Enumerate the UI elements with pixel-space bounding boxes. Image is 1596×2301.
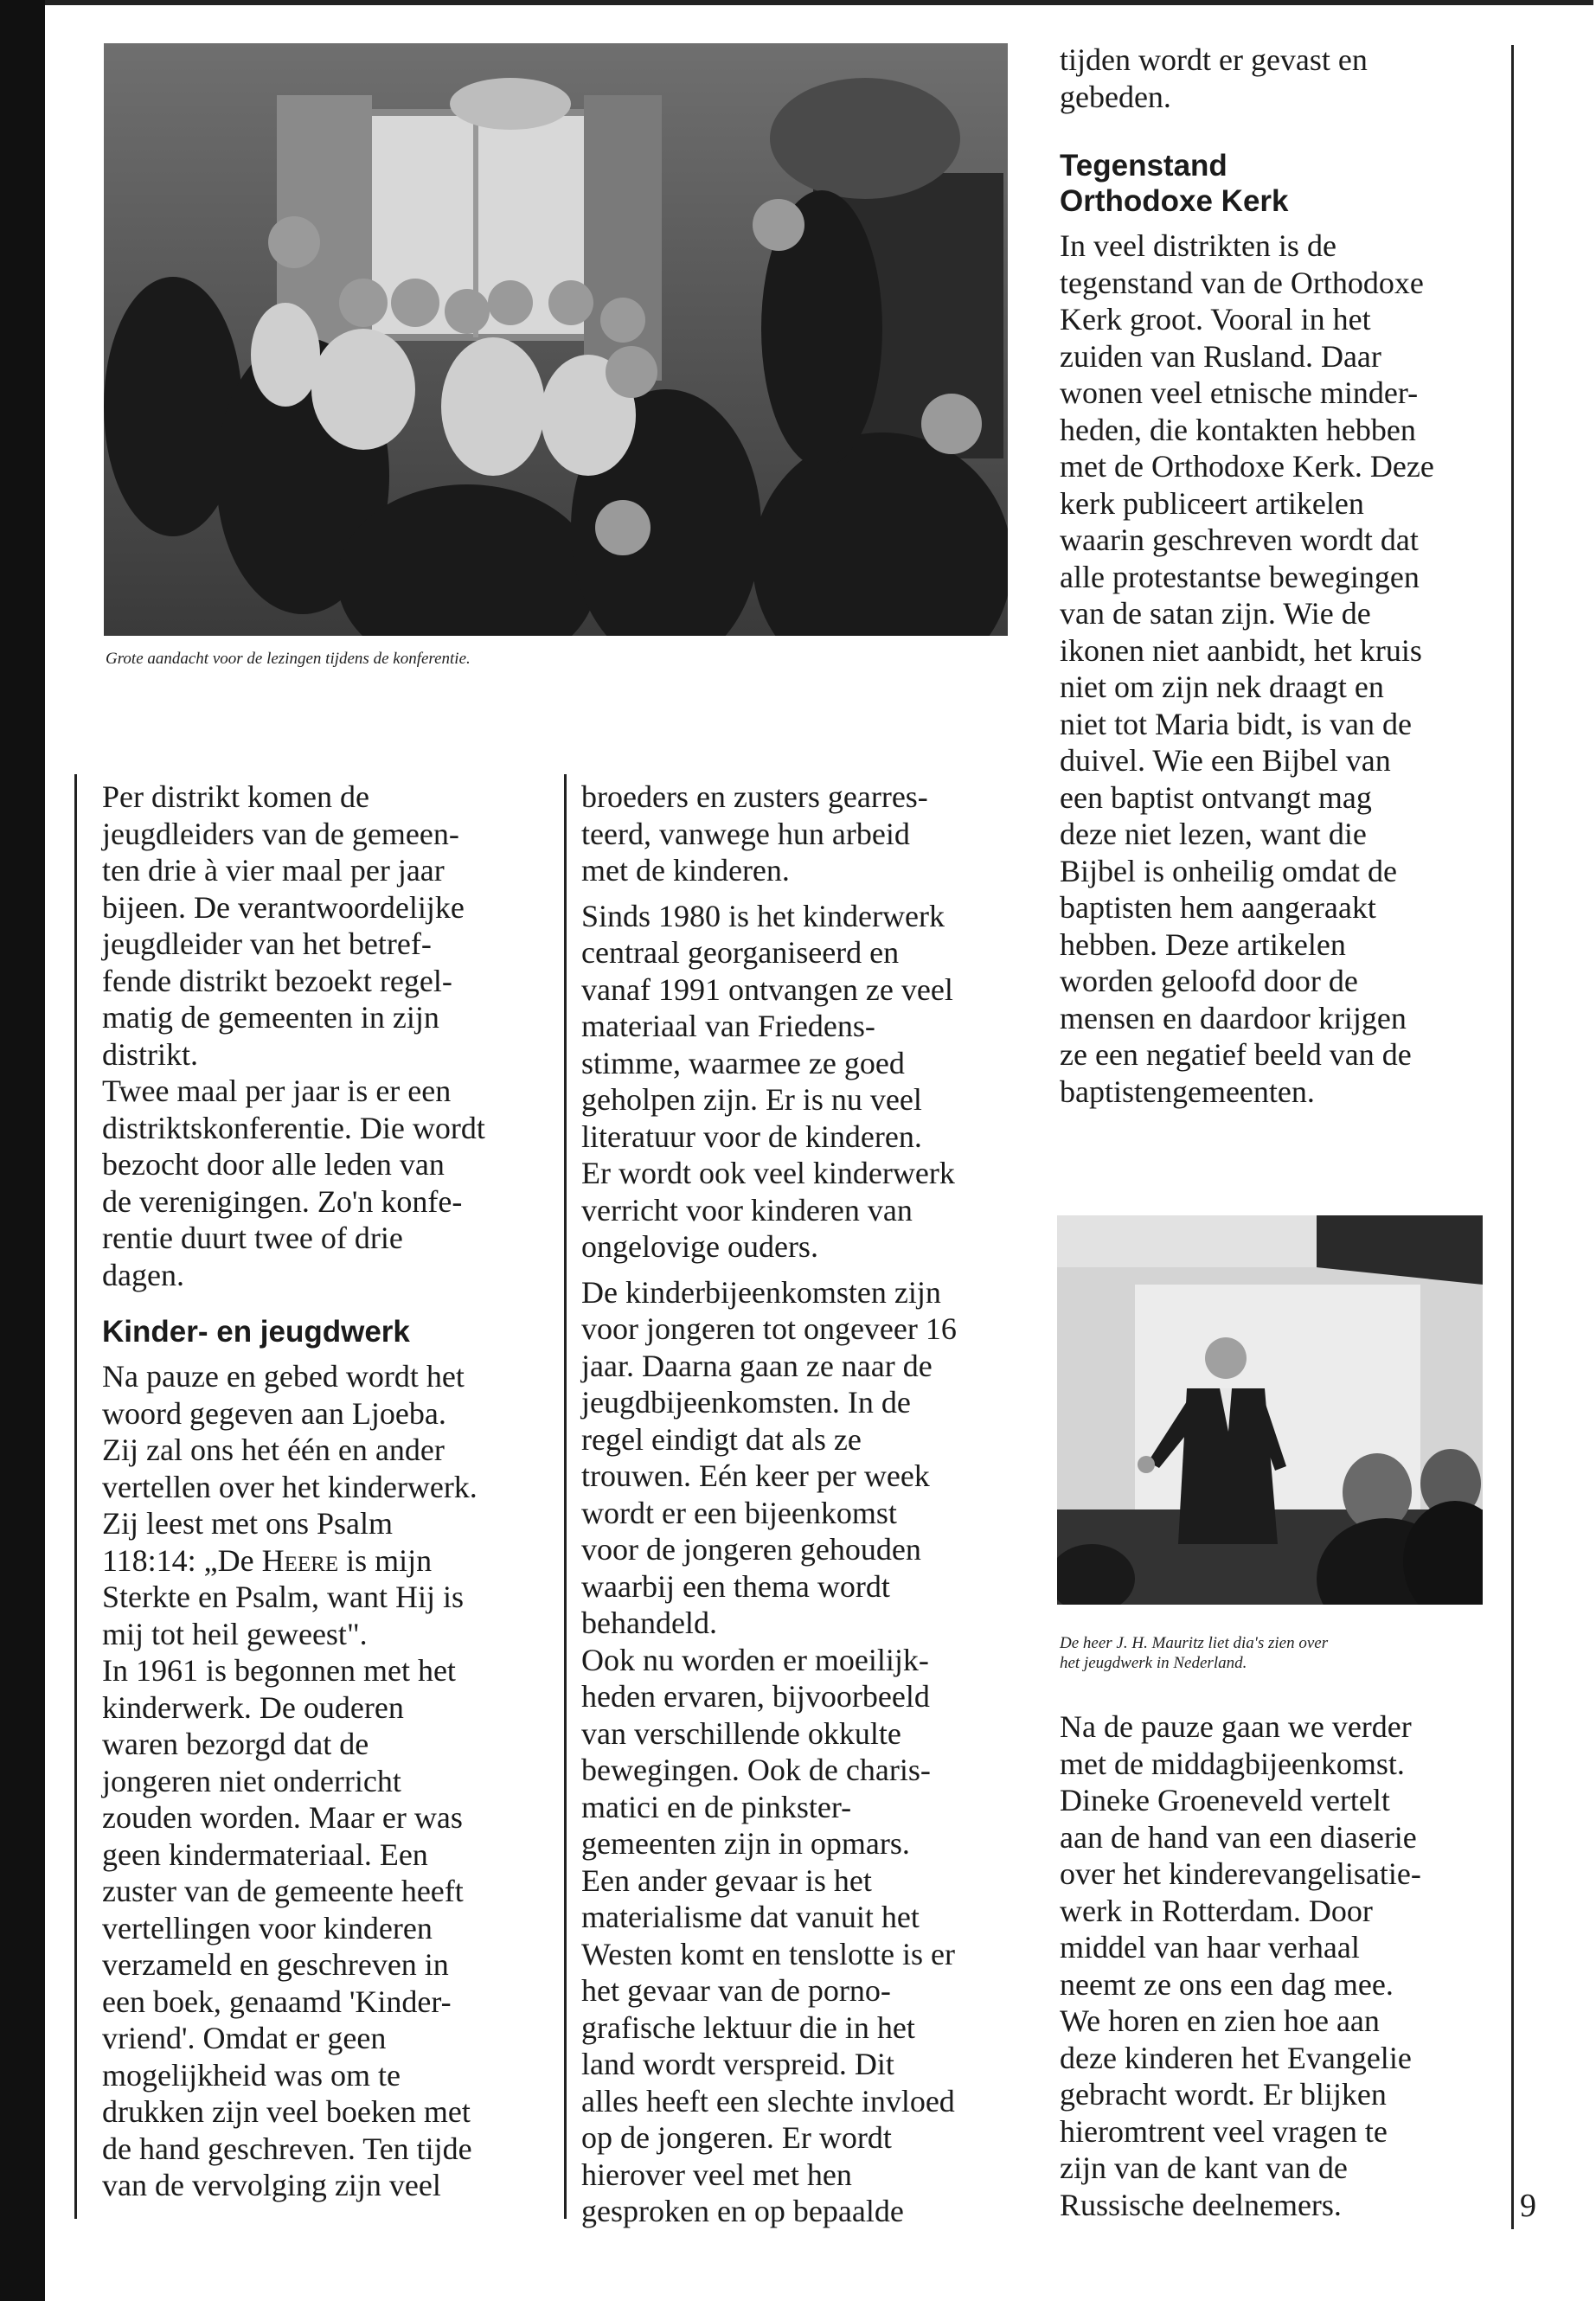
- col3-paragraph-1: In veel distrikten is de tegenstand van de Orthodoxe Kerk groot. Vooral in het zuiden van Rusland. Daar wonen veel etnische minder- heden, die kontakten hebben met de Orthodoxe Kerk. Deze kerk publiceert artikelen waarin geschreven wordt dat alle protestantse bewegingen van de satan zijn. Wie de ikonen niet aanbidt, het kruis niet om zijn nek draagt en niet tot Maria bidt, is van de duivel. Wie een Bijbel van een baptist ontvangt mag deze niet lezen, want die Bijbel is onheilig omdat de baptisten hem aangeraakt hebben. Deze artikelen worden geloofd door de mensen en daardoor krijgen ze een negatief beeld van de baptistengemeenten.: [1060, 228, 1434, 1109]
- col3-paragraph-2: Na de pauze gaan we verder met de middagbijeenkomst. Dineke Groeneveld vertelt aan de hand van een diaserie over het kinderevangelisatie- werk in Rotterdam. Door middel van haar verhaal neemt ze ons een dag mee. We horen en zien hoe aan deze kinderen het Evangelie gebracht wordt. Er blijken hieromtrent veel vragen te zijn van de kant van de Russische deelnemers.: [1060, 1709, 1421, 2222]
- section-heading-tegenstand: Tegenstand Orthodoxe Kerk: [1060, 149, 1289, 218]
- column-rule-2: [564, 774, 567, 2219]
- col1-paragraph-1: Per distrikt komen de jeugdleiders van de gemeen- ten drie à vier maal per jaar bijeen. De verantwoordelijke jeugdleider van het betref- fende distrikt bezoekt regel- matig de gemeenten in zijn distrikt. Twee maal per jaar is er een distriktskonferentie. Die wordt bezocht door alle leden van de verenigingen. Zo'n konfe- rentie duurt twee of drie dagen.: [102, 779, 485, 1292]
- scan-edge-left: [0, 0, 45, 2301]
- speaker-photo: [1057, 1215, 1483, 1605]
- conference-photo-caption: Grote aandacht voor de lezingen tijdens de konferentie.: [106, 650, 471, 668]
- column-rule-1: [74, 774, 77, 2219]
- scan-edge-top: [45, 0, 1593, 5]
- col1-paragraph-2: Na pauze en gebed wordt het woord gegeven aan Ljoeba. Zij zal ons het één en ander vertellen over het kinderwerk. Zij leest met ons Psalm 118:14: „De Heere is mijn Sterkte en Psalm, want Hij is mij tot heil geweest". In 1961 is begonnen met het kinderwerk. De ouderen waren bezorgd dat de jongeren niet onderricht zouden worden. Maar er was geen kindermateriaal. Een zuster van de gemeente heeft vertellingen voor kinderen verzameld en geschreven in een boek, genaamd 'Kinder- vriend'. Omdat er geen mogelijkheid was om te drukken zijn veel boeken met de hand geschreven. Ten tijde van de vervolging zijn veel: [102, 1359, 478, 2202]
- conference-photo: [104, 43, 1008, 636]
- page-number: 9: [1520, 2188, 1536, 2224]
- conference-photo-image: [104, 43, 1008, 636]
- column-2: [581, 779, 1031, 2230]
- col2-paragraph-2: Sinds 1980 is het kinderwerk centraal georganiseerd en vanaf 1991 ontvangen ze veel materiaal van Friedens- stimme, waarmee ze goed geholpen zijn. Er is nu veel literatuur voor de kinderen. Er wordt ook veel kinderwerk verricht voor kinderen van ongelovige ouders.: [581, 898, 955, 1264]
- column-1: [102, 779, 552, 2204]
- speaker-photo-caption: De heer J. H. Mauritz liet dia's zien over het jeugdwerk in Nederland.: [1060, 1634, 1329, 1672]
- speaker-photo-image: [1057, 1215, 1483, 1605]
- col3-paragraph-0: tijden wordt er gevast en gebeden.: [1060, 42, 1368, 114]
- column-3-top: [1060, 42, 1509, 1110]
- col2-paragraph-3: De kinderbijeenkomsten zijn voor jongeren tot ongeveer 16 jaar. Daarna gaan ze naar de jeugdbijeenkomsten. In de regel eindigt dat als ze trouwen. Eén keer per week wordt er een bijeenkomst voor de jongeren gehouden waarbij een thema wordt behandeld. Ook nu worden er moeilijk- heden ervaren, bijvoorbeeld van verschillende okkulte bewegingen. Ook de charis- matici en de pinkster- gemeenten zijn in opmars. Een ander gevaar is het materialisme dat vanuit het Westen komt en tenslotte is er het gevaar van de porno- grafische lektuur die in het land wordt verspreid. Dit alles heeft een slechte invloed op de jongeren. Er wordt hierover veel met hen gesproken en op bepaalde: [581, 1274, 957, 2228]
- column-3-bottom: [1060, 1708, 1509, 2223]
- section-heading-kinderwerk: Kinder- en jeugdwerk: [102, 1315, 410, 1349]
- column-rule-3: [1511, 45, 1514, 2229]
- col2-paragraph-1: broeders en zusters gearres- teerd, vanwege hun arbeid met de kinderen.: [581, 779, 928, 888]
